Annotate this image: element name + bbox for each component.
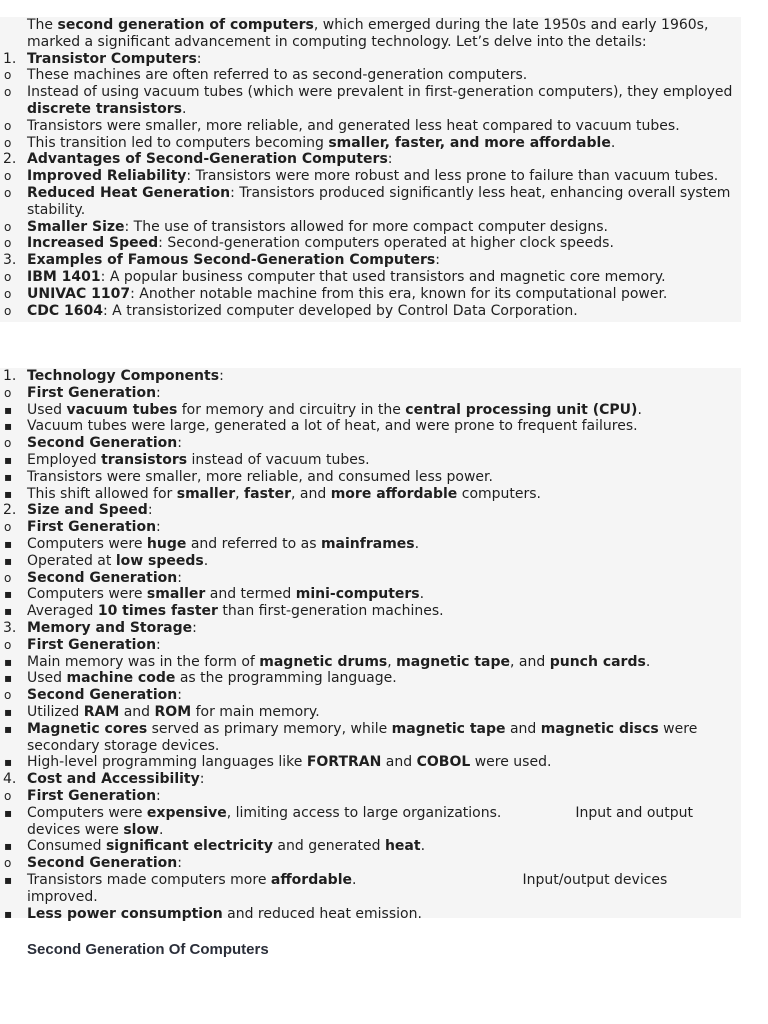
item-bold: magnetic tape [391, 720, 506, 737]
item-text: . [419, 586, 425, 603]
square-bullet-icon: ▪ [4, 452, 13, 467]
circle-bullet-icon: o [4, 570, 12, 585]
item-text: This transition led to computers becoming [27, 134, 329, 151]
item-text: , [235, 485, 245, 502]
list-item [0, 452, 741, 469]
circle-bullet-icon: o [4, 135, 12, 150]
generation-heading [0, 385, 741, 402]
item-bold: faster [244, 485, 292, 502]
item-bold: Improved Reliability [27, 168, 187, 185]
heading-text: Advantages of Second-Generation Computers [27, 151, 388, 168]
item-text: Computers were [27, 586, 147, 603]
item-bold: smaller, faster, and more affordable [328, 134, 611, 151]
item-text: : A transistorized computer developed by Control Data Corporation. [103, 302, 578, 319]
square-bullet-icon: ▪ [4, 604, 13, 619]
item-text: were secondary storage devices. [27, 720, 698, 754]
square-bullet-icon: ▪ [4, 419, 13, 434]
item-text: as the programming language. [175, 670, 397, 687]
item-bold: COBOL [416, 754, 471, 771]
list-item [0, 118, 741, 135]
list-item [0, 486, 741, 503]
circle-bullet-icon: o [4, 385, 12, 400]
intro-paragraph [0, 17, 741, 51]
square-bullet-icon: ▪ [4, 402, 13, 417]
item-bold: slow [123, 821, 159, 838]
colon: : [156, 636, 161, 653]
circle-bullet-icon: o [4, 856, 12, 871]
square-bullet-icon: ▪ [4, 553, 13, 568]
square-bullet-icon: ▪ [4, 872, 13, 887]
item-bold: more affordable [330, 485, 458, 502]
item-bold: punch cards [549, 653, 646, 670]
list-item [0, 721, 741, 755]
item-bold: expensive [146, 804, 227, 821]
list-heading [0, 502, 741, 519]
list-heading [0, 620, 741, 637]
item-text: and generated [272, 838, 385, 855]
item-bold: Smaller Size [27, 218, 125, 235]
colon: : [177, 569, 182, 586]
item-text: Averaged [27, 603, 98, 620]
circle-bullet-icon: o [4, 169, 12, 184]
item-text: Transistors made computers more [27, 871, 271, 888]
item-bold: UNIVAC 1107 [27, 285, 131, 302]
item-bold: 10 times faster [97, 603, 218, 620]
generation-heading [0, 855, 741, 872]
item-text: : Another notable machine from this era, known for its computational power. [130, 285, 668, 302]
item-bold: First Generation [27, 636, 157, 653]
item-text: for memory and circuitry in the [177, 401, 406, 418]
circle-bullet-icon: o [4, 85, 12, 100]
list-number: 3. [3, 252, 17, 269]
square-bullet-icon: ▪ [4, 839, 13, 854]
list-item [0, 805, 741, 839]
list-item [0, 418, 741, 435]
list-item [0, 872, 741, 906]
list-number: 3. [3, 619, 17, 636]
circle-bullet-icon: o [4, 303, 12, 318]
item-text: and referred to as [186, 535, 321, 552]
item-bold: affordable [270, 871, 352, 888]
item-text: Transistors were smaller, more reliable, and generated less heat compared to vacuum tubes. [27, 117, 680, 134]
list-heading [0, 771, 741, 788]
intro-bold: second generation of computers [57, 17, 314, 33]
item-bold: IBM 1401 [27, 268, 101, 285]
square-bullet-icon: ▪ [4, 805, 13, 820]
item-bold: significant electricity [105, 838, 273, 855]
list-item [0, 553, 741, 570]
item-text: . [414, 535, 420, 552]
item-text: : Transistors produced significantly less heat, enhancing overall system stability. [27, 184, 731, 218]
intro-text: The [27, 17, 58, 33]
generation-heading [0, 519, 741, 536]
item-bold: machine code [66, 670, 176, 687]
item-bold: Second Generation [27, 687, 178, 704]
square-bullet-icon: ▪ [4, 721, 13, 736]
square-bullet-icon: ▪ [4, 654, 13, 669]
item-bold: transistors [101, 451, 188, 468]
heading-text: Transistor Computers [27, 50, 197, 67]
item-text: : Transistors were more robust and less prone to failure than vacuum tubes. [186, 168, 719, 185]
item-bold: Magnetic cores [27, 720, 148, 737]
item-text: Transistors were smaller, more reliable, and consumed less power. [27, 468, 493, 485]
list-heading [0, 252, 741, 269]
item-text: : A popular business computer that used transistors and magnetic core memory. [100, 268, 666, 285]
item-text: for main memory. [191, 703, 320, 720]
list-item [0, 704, 741, 721]
square-bullet-icon: ▪ [4, 906, 13, 921]
intro-text: , which emerged during the late 1950s and early 1960s, marked a significant advancement in computing technology. Let’s delve into the details: [27, 17, 709, 50]
list-item [0, 603, 741, 620]
item-text: . [420, 838, 426, 855]
colon: : [387, 151, 393, 168]
item-text: Used [27, 670, 67, 687]
circle-bullet-icon: o [4, 436, 12, 451]
generation-heading [0, 637, 741, 654]
circle-bullet-icon: o [4, 68, 12, 83]
item-bold: Less power consumption [27, 905, 223, 922]
item-bold: mini-computers [295, 586, 420, 603]
item-text: , limiting access to large organizations. [226, 804, 502, 821]
item-text: Employed [27, 451, 102, 468]
colon: : [177, 855, 182, 872]
list-number: 1. [3, 50, 17, 67]
heading-text: Technology Components [27, 368, 220, 384]
generation-heading [0, 687, 741, 704]
item-bold: central processing unit (CPU) [405, 401, 638, 418]
item-text: Input and output devices were [27, 804, 694, 838]
colon: : [177, 435, 182, 452]
list-item [0, 402, 741, 419]
item-text: computers. [457, 485, 542, 502]
square-bullet-icon: ▪ [4, 486, 13, 501]
item-bold: FORTRAN [306, 754, 382, 771]
item-text: , [387, 653, 397, 670]
item-bold: mainframes [320, 535, 415, 552]
circle-bullet-icon: o [4, 688, 12, 703]
circle-bullet-icon: o [4, 286, 12, 301]
item-text: , and [291, 485, 331, 502]
item-text: This shift allowed for [27, 485, 177, 502]
circle-bullet-icon: o [4, 185, 12, 200]
item-bold: Reduced Heat Generation [27, 184, 231, 201]
item-text: Vacuum tubes were large, generated a lot of heat, and were prone to frequent failures. [27, 418, 638, 435]
item-bold: discrete transistors [27, 100, 182, 117]
colon: : [156, 519, 161, 536]
item-text: : Second-generation computers operated at higher clock speeds. [158, 235, 614, 252]
item-bold: First Generation [27, 384, 157, 401]
list-item [0, 754, 741, 771]
list-item [0, 286, 741, 303]
heading-text: Cost and Accessibility [27, 771, 200, 788]
square-bullet-icon: ▪ [4, 671, 13, 686]
item-text: Used [27, 401, 67, 418]
colon: : [156, 384, 161, 401]
circle-bullet-icon: o [4, 788, 12, 803]
list-item [0, 670, 741, 687]
item-bold: huge [146, 535, 187, 552]
square-bullet-icon: ▪ [4, 536, 13, 551]
list-item [0, 303, 741, 320]
item-bold: heat [384, 838, 421, 855]
item-text: . [159, 821, 164, 838]
section-title: Second Generation Of Computers [27, 941, 269, 958]
item-text: These machines are often referred to as second-generation computers. [27, 67, 528, 84]
heading-text: Memory and Storage [27, 619, 193, 636]
item-bold: Increased Speed [27, 235, 159, 252]
item-text: than first-generation machines. [217, 603, 444, 620]
item-bold: smaller [146, 586, 206, 603]
item-bold: low speeds [115, 552, 204, 569]
item-text: and [119, 703, 155, 720]
item-text: . [352, 871, 357, 888]
generation-heading [0, 570, 741, 587]
list-item [0, 586, 741, 603]
list-item [0, 84, 741, 118]
item-text: and reduced heat emission. [222, 905, 422, 922]
item-text: Utilized [27, 703, 84, 720]
list-item [0, 838, 741, 855]
list-item [0, 269, 741, 286]
list-heading [0, 51, 741, 68]
item-text: were used. [470, 754, 552, 771]
colon: : [156, 787, 161, 804]
item-bold: ROM [154, 703, 192, 720]
list-number: 2. [3, 151, 17, 168]
item-text: : The use of transistors allowed for more compact computer designs. [124, 218, 608, 235]
item-bold: RAM [83, 703, 120, 720]
circle-bullet-icon: o [4, 236, 12, 251]
item-bold: Second Generation [27, 435, 178, 452]
item-text: , and [510, 653, 550, 670]
list-item [0, 906, 741, 923]
list-heading [0, 368, 741, 385]
square-bullet-icon: ▪ [4, 704, 13, 719]
comparison-section [0, 368, 741, 922]
item-text: Operated at [27, 552, 116, 569]
item-text: Instead of using vacuum tubes (which were prevalent in first-generation computers), they employed [27, 84, 733, 101]
colon: : [196, 50, 202, 67]
item-text: Computers were [27, 804, 147, 821]
list-number: 4. [3, 771, 17, 788]
circle-bullet-icon: o [4, 118, 12, 133]
item-text: and termed [205, 586, 296, 603]
list-heading [0, 151, 741, 168]
circle-bullet-icon: o [4, 269, 12, 284]
heading-text: Size and Speed [27, 502, 148, 519]
item-text: High-level programming languages like [27, 754, 307, 771]
square-bullet-icon: ▪ [4, 469, 13, 484]
item-bold: Second Generation [27, 569, 178, 586]
item-text: served as primary memory, while [147, 720, 392, 737]
item-text: . [645, 653, 651, 670]
list-item [0, 469, 741, 486]
item-text: Main memory was in the form of [27, 653, 260, 670]
list-item [0, 135, 741, 152]
item-text: Consumed [27, 838, 106, 855]
list-item [0, 536, 741, 553]
circle-bullet-icon: o [4, 637, 12, 652]
item-text: . [181, 100, 187, 117]
item-bold: First Generation [27, 519, 157, 536]
item-bold: smaller [176, 485, 236, 502]
item-text: and [505, 720, 541, 737]
item-bold: CDC 1604 [27, 302, 104, 319]
list-item [0, 67, 741, 84]
item-text: Computers were [27, 535, 147, 552]
square-bullet-icon: ▪ [4, 587, 13, 602]
square-bullet-icon: ▪ [4, 755, 13, 770]
colon: : [199, 771, 205, 788]
item-text: instead of vacuum tubes. [187, 451, 370, 468]
item-bold: magnetic discs [540, 720, 659, 737]
item-bold: vacuum tubes [66, 401, 178, 418]
colon: : [219, 368, 224, 384]
circle-bullet-icon: o [4, 219, 12, 234]
list-item [0, 235, 741, 252]
item-bold: Second Generation [27, 855, 178, 872]
list-number: 2. [3, 502, 17, 519]
list-item [0, 654, 741, 671]
colon: : [192, 619, 197, 636]
heading-text: Examples of Famous Second-Generation Computers [27, 252, 436, 269]
item-bold: First Generation [27, 787, 157, 804]
generation-heading [0, 788, 741, 805]
item-text: . [610, 134, 616, 151]
item-text: and [381, 754, 417, 771]
item-text: . [203, 552, 209, 569]
item-text: . [637, 401, 642, 418]
list-item [0, 219, 741, 236]
list-item [0, 168, 741, 185]
item-bold: magnetic drums [259, 653, 388, 670]
item-text: Input/output devices improved. [27, 871, 668, 905]
item-bold: magnetic tape [396, 653, 511, 670]
intro-section [0, 17, 741, 322]
list-item [0, 185, 741, 219]
colon: : [147, 502, 153, 519]
generation-heading [0, 435, 741, 452]
colon: : [435, 252, 440, 269]
circle-bullet-icon: o [4, 520, 12, 535]
colon: : [177, 687, 182, 704]
list-number: 1. [3, 368, 17, 384]
